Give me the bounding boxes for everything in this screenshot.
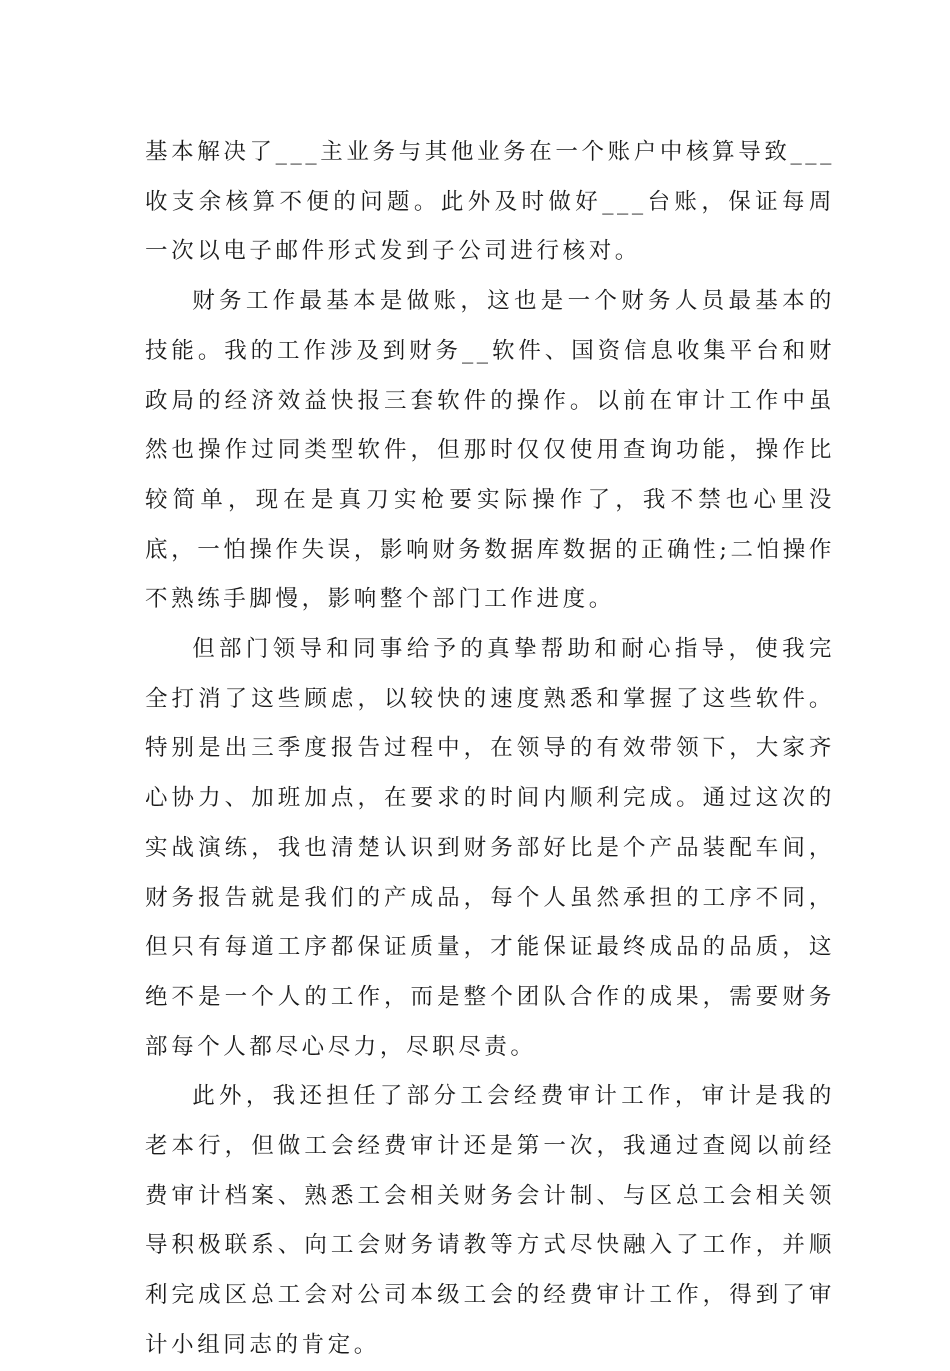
paragraph-union-audit: 此外，我还担任了部分工会经费审计工作，审计是我的老本行，但做工会经费审计还是第一次，我通过查阅以前经费审计档案、熟悉工会相关财务会计制、与区总工会相关领导积极联系、向工会财务请教等方式尽快融入了工作，并顺利完成区总工会对公司本级工会的经费审计工作，得到了审计小组同志的肯定。 — [145, 1083, 835, 1358]
paragraph-bookkeeping: 财务工作最基本是做账，这也是一个财务人员最基本的技能。我的工作涉及到财务__软件、国资信息收集平台和财政局的经济效益快报三套软件的操作。以前在审计工作中虽然也操作过同类型软件，但那时仅仅使用查询功能，操作比较简单，现在是真刀实枪要实际操作了，我不禁也心里没底，一怕操作失误，影响财务数据库数据的正确性;二怕操作不熟练手脚慢，影响整个部门工作进度。 — [145, 288, 835, 613]
paragraph-continued: 基本解决了___主业务与其他业务在一个账户中核算导致___收支余核算不便的问题。此外及时做好___台账，保证每周一次以电子邮件形式发到子公司进行核对。 — [145, 139, 835, 265]
document-body — [145, 128, 835, 1371]
paragraph-team-help: 但部门领导和同事给予的真挚帮助和耐心指导，使我完全打消了这些顾虑，以较快的速度熟悉和掌握了这些软件。特别是出三季度报告过程中，在领导的有效带领下，大家齐心协力、加班加点，在要求的时间内顺利完成。通过这次的实战演练，我也清楚认识到财务部好比是个产品装配车间，财务报告就是我们的产成品，每个人虽然承担的工序不同，但只有每道工序都保证质量，才能保证最终成品的品质，这绝不是一个人的工作，而是整个团队合作的成果，需要财务部每个人都尽心尽力，尽职尽责。 — [145, 636, 835, 1060]
